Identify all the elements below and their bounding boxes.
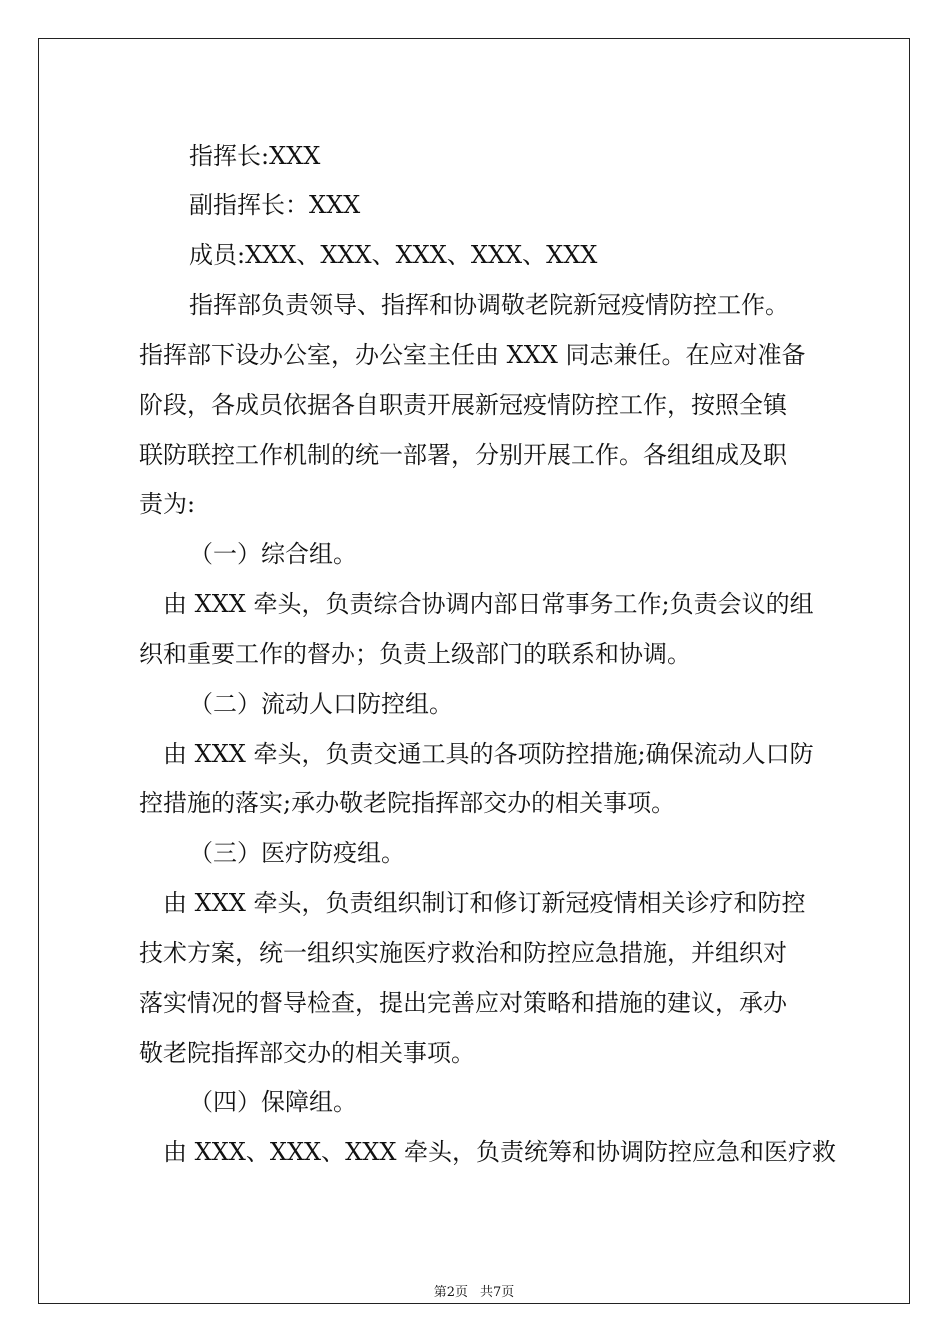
paragraph-line: 指挥部负责领导、指挥和协调敬老院新冠疫情防控工作。 (189, 291, 789, 319)
section-heading: （四）保障组。 (189, 1088, 357, 1116)
deputy-commander-line: 副指挥长：XXX (189, 191, 361, 219)
paragraph-line: 织和重要工作的督办；负责上级部门的联系和协调。 (139, 640, 691, 668)
paragraph-line: 控措施的落实;承办敬老院指挥部交办的相关事项。 (139, 789, 676, 817)
section-heading: （三）医疗防疫组。 (189, 839, 405, 867)
page-total: 共7页 (480, 1285, 515, 1300)
members-line: 成员:XXX、XXX、XXX、XXX、XXX (189, 241, 598, 269)
section-heading: （二）流动人口防控组。 (189, 690, 453, 718)
paragraph-line: 由 XXX 牵头，负责交通工具的各项防控措施;确保流动人口防 (163, 740, 814, 768)
paragraph-line: 责为: (139, 490, 196, 518)
page-number: 第2页 (433, 1285, 468, 1300)
page-footer (39, 1285, 909, 1301)
paragraph-line: 由 XXX 牵头，负责综合协调内部日常事务工作;负责会议的组 (163, 590, 814, 618)
paragraph-line: 指挥部下设办公室，办公室主任由 XXX 同志兼任。在应对准备 (139, 341, 806, 369)
section-heading: （一）综合组。 (189, 540, 357, 568)
paragraph-line: 由 XXX 牵头，负责组织制订和修订新冠疫情相关诊疗和防控 (163, 889, 806, 917)
paragraph-line: 联防联控工作机制的统一部署，分别开展工作。各组组成及职 (139, 441, 787, 469)
commander-line: 指挥长:XXX (189, 142, 321, 170)
page-frame (38, 38, 910, 1304)
paragraph-line: 技术方案，统一组织实施医疗救治和防控应急措施，并组织对 (139, 939, 787, 967)
paragraph-line: 落实情况的督导检查，提出完善应对策略和措施的建议，承办 (139, 989, 787, 1017)
paragraph-line: 由 XXX、XXX、XXX 牵头，负责统筹和协调防控应急和医疗救 (163, 1138, 837, 1166)
paragraph-line: 敬老院指挥部交办的相关事项。 (139, 1039, 475, 1067)
paragraph-line: 阶段，各成员依据各自职责开展新冠疫情防控工作，按照全镇 (139, 391, 787, 419)
